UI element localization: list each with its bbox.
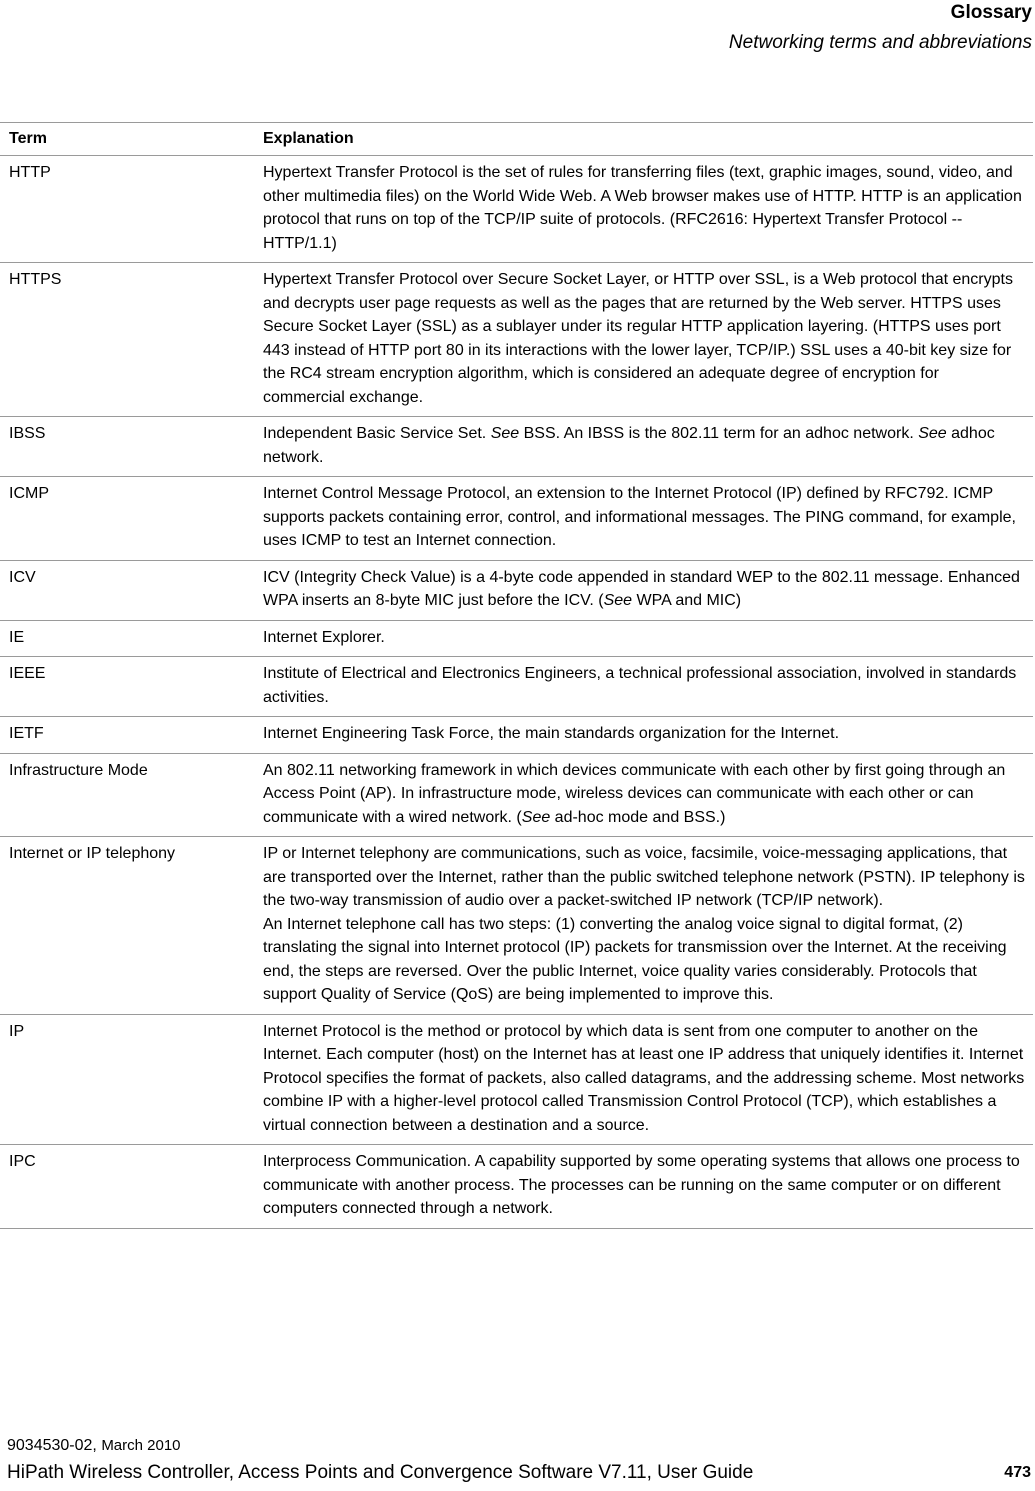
- page-header: [729, 0, 1032, 56]
- table-row: [0, 262, 1033, 416]
- explanation-text: Internet Engineering Task Force, the main standards organization for the Internet.: [263, 725, 840, 742]
- glossary-table: [0, 122, 1033, 1229]
- glossary-explanation: [254, 662, 1033, 709]
- glossary-term: HTTP: [9, 164, 51, 181]
- doc-number: 9034530-02,: [7, 1437, 97, 1454]
- explanation-text: BSS. An IBSS is the 802.11 term for an adhoc network.: [519, 425, 919, 442]
- table-row: [0, 155, 1033, 262]
- glossary-term: IPC: [9, 1153, 36, 1170]
- explanation-paragraph: [263, 722, 1025, 746]
- column-header-term: Term: [9, 130, 47, 148]
- explanation-paragraph: [263, 1150, 1025, 1221]
- explanation-text: ad-hoc mode and BSS.): [550, 808, 726, 826]
- explanation-text: adhoc network.: [263, 425, 995, 466]
- glossary-term: IBSS: [9, 425, 46, 442]
- glossary-term: IE: [9, 628, 25, 646]
- explanation-paragraph: [263, 913, 1025, 1007]
- explanation-paragraph: [263, 482, 1025, 553]
- explanation-text: WPA and MIC): [632, 592, 742, 609]
- page-footer: [0, 1431, 1035, 1491]
- table-row: [0, 476, 1033, 560]
- explanation-paragraph: [263, 842, 1025, 913]
- table-row: [0, 1144, 1033, 1229]
- see-reference: See: [490, 425, 520, 442]
- explanation-paragraph: [263, 662, 1025, 709]
- explanation-paragraph: [263, 759, 1025, 830]
- explanation-text: Internet Control Message Protocol, an extension to the Internet Protocol (IP) defined by RFC792. ICMP supports packets containing error, control, and informational messages. The PING command, for example, uses ICMP to test an Internet connection.: [263, 485, 1016, 549]
- glossary-term: Internet or IP telephony: [9, 845, 176, 862]
- glossary-term: IETF: [9, 725, 44, 742]
- table-row: [0, 656, 1033, 716]
- doc-id-line: [7, 1437, 181, 1455]
- see-reference: See: [521, 808, 551, 826]
- explanation-text: Independent Basic Service Set.: [263, 425, 491, 442]
- table-row: [0, 416, 1033, 476]
- glossary-explanation: [254, 842, 1033, 1007]
- see-reference: See: [918, 425, 947, 442]
- glossary-term: HTTPS: [9, 271, 62, 288]
- explanation-text: Hypertext Transfer Protocol over Secure Socket Layer, or HTTP over SSL, is a Web protocol that encrypts and decrypts user page requests as well as the pages that are returned by the Web server. HTTPS uses Secure Socket Layer (SSL) as a sublayer under its regular HTTP application layering. (HTTPS uses port 443 instead of HTTP port 80 in its interactions with the lower layer, TCP/IP.) SSL uses a 40-bit key size for the RC4 stream encryption algorithm, which is considered an adequate degree of encryption for commercial exchange.: [263, 271, 1013, 406]
- table-header-row: [0, 123, 1033, 155]
- table-row: [0, 1014, 1033, 1145]
- glossary-explanation: [254, 1150, 1033, 1221]
- explanation-paragraph: [263, 566, 1025, 613]
- page-subtitle: Networking terms and abbreviations: [728, 32, 1032, 53]
- doc-date: March 2010: [101, 1437, 181, 1454]
- explanation-paragraph: [263, 161, 1025, 255]
- glossary-explanation: [254, 422, 1033, 469]
- glossary-explanation: [254, 161, 1033, 255]
- explanation-text: Internet Explorer.: [263, 628, 385, 646]
- glossary-term: ICMP: [9, 485, 49, 502]
- glossary-explanation: [254, 626, 1033, 650]
- glossary-explanation: [254, 482, 1033, 553]
- table-body: [0, 155, 1033, 1229]
- explanation-paragraph: [263, 1020, 1025, 1138]
- glossary-term: IEEE: [9, 665, 46, 682]
- explanation-text: Internet Protocol is the method or protocol by which data is sent from one computer to another on the Internet. Each computer (host) on the Internet has at least one IP address that uniquely identifies it. Internet Protocol specifies the format of packets, also called datagrams, and the addressing scheme. Most networks combine IP with a higher-level protocol called Transmission Control Protocol (TCP), which establishes a virtual connection between a destination and a source.: [263, 1022, 1025, 1134]
- explanation-paragraph: [263, 422, 1025, 469]
- explanation-text: Interprocess Communication. A capability supported by some operating systems that allows one process to communicate with another process. The processes can be running on the same computer or on different computers connected through a network.: [263, 1153, 1020, 1217]
- page-number: 473: [1004, 1464, 1031, 1481]
- glossary-explanation: [254, 759, 1033, 830]
- explanation-text: An Internet telephone call has two steps: (1) converting the analog voice signal to digital format, (2) translating the signal into Internet protocol (IP) packets for transmission over the Internet. At the receiving end, the steps are reversed. Over the public Internet, voice quality varies considerably. Protocols that support Quality of Service (QoS) are being implemented to improve this.: [263, 915, 1007, 1003]
- explanation-paragraph: [263, 268, 1025, 409]
- see-reference: See: [603, 592, 633, 609]
- table-row: [0, 836, 1033, 1014]
- glossary-explanation: [254, 268, 1033, 409]
- glossary-term: Infrastructure Mode: [9, 761, 148, 779]
- table-row: [0, 716, 1033, 753]
- guide-title: HiPath Wireless Controller, Access Points and Convergence Software V7.11, User Guide: [7, 1462, 754, 1483]
- glossary-explanation: [254, 566, 1033, 613]
- explanation-text: IP or Internet telephony are communications, such as voice, facsimile, voice-messaging applications, that are transported over the Internet, rather than the public switched telephone network (PSTN). IP telephony is the two-way transmission of audio over a packet-switched IP network (TCP/IP network).: [263, 845, 1025, 909]
- explanation-text: Institute of Electrical and Electronics Engineers, a technical professional association, involved in standards activities.: [263, 665, 1017, 706]
- explanation-text: ICV (Integrity Check Value) is a 4-byte code appended in standard WEP to the 802.11 message. Enhanced WPA inserts an 8-byte MIC just before the ICV. (: [263, 568, 1020, 609]
- table-row: [0, 753, 1033, 837]
- explanation-text: Hypertext Transfer Protocol is the set of rules for transferring files (text, graphic images, sound, video, and other multimedia files) on the World Wide Web. A Web browser makes use of HTTP. HTTP is an application protocol that runs on top of the TCP/IP suite of protocols. (RFC2616: Hypertext Transfer Protocol -- HTTP/1.1): [263, 164, 1022, 252]
- glossary-term: IP: [9, 1022, 25, 1040]
- glossary-explanation: [254, 1020, 1033, 1138]
- page-title: Glossary: [950, 2, 1032, 23]
- explanation-text: An 802.11 networking framework in which devices communicate with each other by first going through an Access Point (AP). In infrastructure mode, wireless devices can communicate with each other or can communicate with a wired network. (: [263, 761, 1006, 826]
- table-row: [0, 560, 1033, 620]
- table-row: [0, 620, 1033, 657]
- glossary-term: ICV: [9, 568, 36, 586]
- column-header-explanation: Explanation: [263, 130, 354, 148]
- glossary-explanation: [254, 722, 1033, 746]
- explanation-paragraph: [263, 626, 1025, 650]
